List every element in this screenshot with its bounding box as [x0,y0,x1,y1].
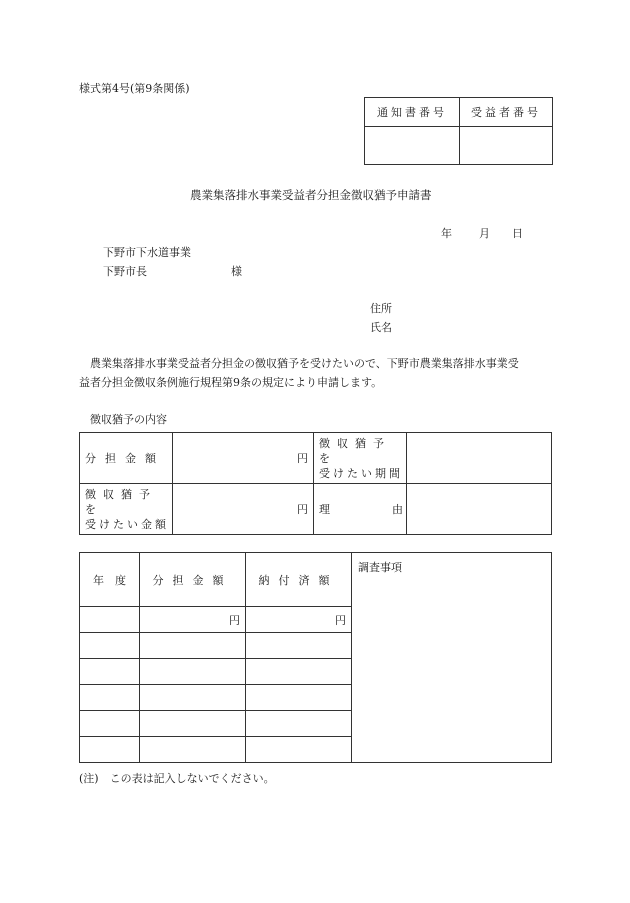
survey-paid-yen: 円 [335,613,346,627]
deferral-amount-label [80,484,173,535]
survey-notes-cell[interactable] [352,553,552,763]
reason-field[interactable] [407,484,552,535]
reason-label-char1: 理 [319,503,330,516]
survey-share-cell[interactable] [140,633,246,659]
survey-paid-header: 納付済額 [246,553,352,607]
deferral-content-table [79,432,552,535]
survey-year-cell[interactable] [80,633,140,659]
addressee-mayor: 下野市長 [103,265,147,278]
notice-number-field[interactable] [365,127,460,165]
survey-share-cell[interactable] [140,711,246,737]
survey-paid-cell[interactable] [246,607,352,633]
form-title: 農業集落排水事業受益者分担金徴収猶予申請書 [190,188,432,202]
deferral-amount-yen: 円 [297,503,308,516]
deferral-period-label-line2: 受けたい期間 [319,466,403,480]
survey-paid-cell[interactable] [246,685,352,711]
survey-share-cell[interactable] [140,685,246,711]
share-amount-label: 分担金額 [80,433,173,484]
survey-share-cell[interactable] [140,607,246,633]
survey-year-cell[interactable] [80,737,140,763]
survey-notes-label: 調査事項 [358,561,402,574]
survey-share-yen: 円 [229,613,240,627]
survey-table [79,552,552,763]
share-amount-field[interactable] [173,433,314,484]
deferral-period-field[interactable] [407,433,552,484]
survey-year-cell[interactable] [80,685,140,711]
addressee-org: 下野市下水道事業 [103,246,191,259]
section-title: 徴収猶予の内容 [90,413,167,426]
survey-share-cell[interactable] [140,659,246,685]
deferral-period-label [314,433,407,484]
survey-paid-cell[interactable] [246,711,352,737]
deferral-period-label-line1: 徴収猶予を [319,436,391,465]
notice-number-table [364,97,553,165]
reason-label-char2: 由 [392,503,403,516]
deferral-amount-label-line1: 徴収猶予を [85,487,157,516]
survey-paid-cell[interactable] [246,633,352,659]
survey-share-cell[interactable] [140,737,246,763]
form-number: 様式第4号(第9条関係) [79,82,190,95]
notice-number-header: 通知書番号 [365,98,460,127]
deferral-amount-label-line2: 受けたい金額 [85,517,169,531]
body-text-line1: 農業集落排水事業受益者分担金の徴収猶予を受けたいので、下野市農業集落排水事業受 [90,357,519,370]
survey-year-cell[interactable] [80,711,140,737]
survey-year-header: 年 度 [80,553,140,607]
survey-paid-cell[interactable] [246,737,352,763]
beneficiary-number-field[interactable] [460,127,553,165]
applicant-name-label: 氏名 [370,321,392,334]
date-day: 日 [512,227,523,240]
survey-share-header: 分担金額 [140,553,246,607]
reason-label [314,484,407,535]
beneficiary-number-header: 受益者番号 [460,98,553,127]
date-year: 年 [441,227,452,240]
survey-paid-cell[interactable] [246,659,352,685]
footnote: (注) この表は記入しないでください。 [79,772,275,785]
survey-year-cell[interactable] [80,659,140,685]
date-month: 月 [479,227,490,240]
survey-year-cell[interactable] [80,607,140,633]
applicant-address-label: 住所 [370,302,392,315]
deferral-amount-field[interactable] [173,484,314,535]
addressee-honorific: 様 [231,265,242,278]
body-text-line2: 益者分担金徴収条例施行規程第9条の規定により申請します。 [79,376,383,389]
share-amount-yen: 円 [297,452,308,465]
